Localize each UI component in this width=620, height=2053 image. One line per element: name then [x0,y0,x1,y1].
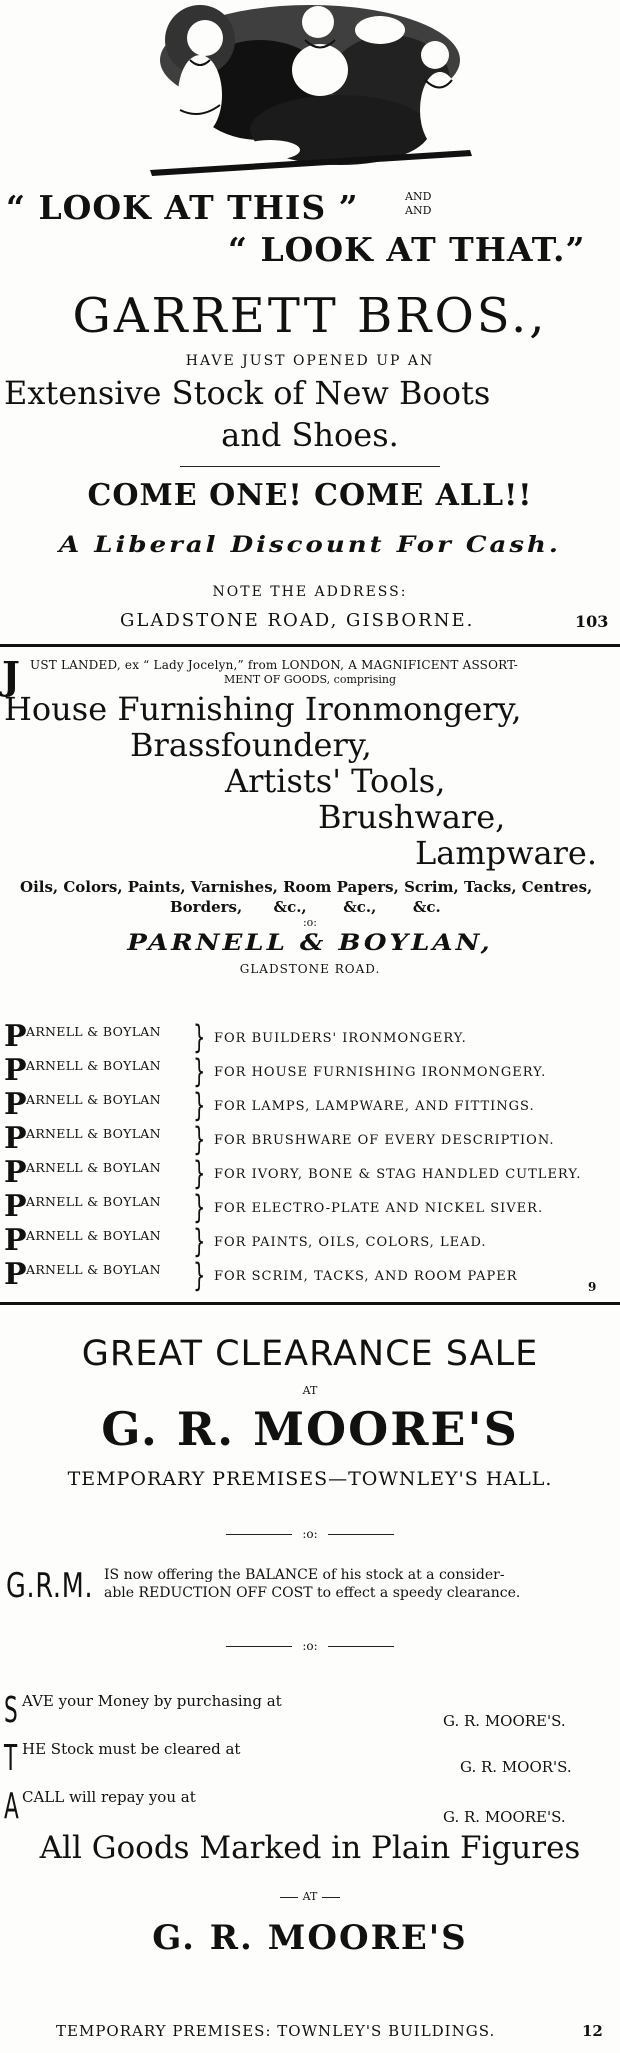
cherubs-illustration [140,0,480,180]
firm-name: ARNELL & BOYLAN [26,1024,161,1039]
stock-line-2: and Shoes. [221,416,399,454]
the-drop-cap: T [4,1738,18,1779]
divider [180,466,440,467]
goods-line-4: Brushware, [318,798,506,836]
at-label: AT [302,1890,318,1903]
item-description: FOR HOUSE FURNISHING IRONMONGERY. [214,1065,547,1080]
firm-name: GARRETT BROS., [72,288,548,344]
list-item [4,1190,604,1224]
goods-line-2: Brassfoundery, [130,726,372,764]
save-firm: G. R. MOORE'S. [443,1712,566,1730]
address: GLADSTONE ROAD, GISBORNE. [120,610,475,631]
headline-look-at-this: “ LOOK AT THIS ” [6,188,359,227]
goods-line-5: Lampware. [415,834,598,872]
intro-line-2: MENT OF GOODS, comprising [224,673,396,686]
reference-number: 12 [582,2022,603,2040]
drop-cap: P [4,1087,27,1122]
item-description: FOR LAMPS, LAMPWARE, AND FITTINGS. [214,1099,535,1114]
reference-number: 103 [575,612,609,631]
firm-name: ARNELL & BOYLAN [26,1092,161,1107]
sale-title: GREAT CLEARANCE SALE [81,1334,539,1374]
firm-name: ARNELL & BOYLAN [26,1262,161,1277]
the-text: HE Stock must be cleared at [22,1740,241,1758]
grm-text-1: IS now offering the BALANCE of his stock at a consider- [104,1567,505,1583]
drop-cap: P [4,1121,27,1156]
brace-glyph: } [193,1256,206,1294]
plain-figures-line: All Goods Marked in Plain Figures [39,1830,581,1866]
brace-glyph: } [193,1222,206,1260]
drop-cap: P [4,1053,27,1088]
brace-glyph: } [193,1188,206,1226]
and-label-1: AND [405,190,432,203]
divider-right [328,1646,394,1647]
firm-name: ARNELL & BOYLAN [26,1160,161,1175]
ornament-divider: :o: [302,1639,318,1653]
firm-name: ARNELL & BOYLAN [26,1058,161,1073]
at-label: AT [302,1384,318,1397]
list-item [4,1088,604,1122]
section-rule [0,644,620,647]
brace-glyph: } [193,1018,206,1056]
save-text: AVE your Money by purchasing at [22,1692,282,1710]
item-description: FOR SCRIM, TACKS, AND ROOM PAPER [214,1269,518,1284]
divider-right [328,1534,394,1535]
save-drop-cap: S [4,1690,18,1731]
brace-glyph: } [193,1154,206,1192]
firm-name: ARNELL & BOYLAN [26,1126,161,1141]
a-drop-cap: A [4,1786,19,1827]
firm-name: G. R. MOORE'S [101,1402,519,1456]
intro-drop-cap: J [2,653,20,698]
section-rule [0,1302,620,1305]
and-label-2: AND [405,204,432,217]
list-item [4,1054,604,1088]
stock-line-1: Extensive Stock of New Boots [4,374,491,412]
ornament-divider: :o: [302,916,318,929]
ornament-divider: :o: [302,1527,318,1541]
item-description: FOR PAINTS, OILS, COLORS, LEAD. [214,1235,487,1250]
item-description: FOR IVORY, BONE & STAG HANDLED CUTLERY. [214,1167,582,1182]
brace-glyph: } [193,1086,206,1124]
item-description: FOR BRUSHWARE OF EVERY DESCRIPTION. [214,1133,555,1148]
drop-cap: P [4,1257,27,1292]
item-description: FOR BUILDERS' IRONMONGERY. [214,1031,467,1046]
headline-look-at-that: “ LOOK AT THAT.” [228,230,586,269]
a-firm: G. R. MOORE'S. [443,1808,566,1826]
firm-name: ARNELL & BOYLAN [26,1228,161,1243]
list-item [4,1122,604,1156]
list-item [4,1224,604,1258]
drop-cap: P [4,1189,27,1224]
intro-line-1: UST LANDED, ex “ Lady Jocelyn,” from LONDON, A MAGNIFICENT ASSORT- [30,658,519,672]
drop-cap: P [4,1019,27,1054]
misc-goods-line-1: Oils, Colors, Paints, Varnishes, Room Papers, Scrim, Tacks, Centres, [20,878,593,896]
subline: HAVE JUST OPENED UP AN [185,353,435,369]
misc-goods-line-2: Borders, &c., &c., &c. [170,898,441,916]
come-one-come-all: COME ONE! COME ALL!! [87,478,533,513]
firm-name: PARNELL & BOYLAN, [127,930,493,956]
address-note: NOTE THE ADDRESS: [212,584,408,600]
firm-name: ARNELL & BOYLAN [26,1194,161,1209]
premises-line: TEMPORARY PREMISES—TOWNLEY'S HALL. [67,1468,553,1490]
grm-initials: G.R.M. [6,1566,94,1606]
goods-line-3: Artists' Tools, [225,762,446,800]
drop-cap: P [4,1155,27,1190]
divider-right [322,1897,340,1898]
list-item [4,1258,604,1292]
drop-cap: P [4,1223,27,1258]
list-item [4,1020,604,1054]
firm-address: GLADSTONE ROAD. [239,962,381,976]
reference-number: 9 [588,1280,597,1294]
a-text: CALL will repay you at [22,1788,196,1806]
list-item [4,1156,604,1190]
discount-line: A Liberal Discount For Cash. [59,532,561,558]
brace-glyph: } [193,1052,206,1090]
item-description: FOR ELECTRO-PLATE AND NICKEL SIVER. [214,1201,544,1216]
brace-glyph: } [193,1120,206,1158]
premises-line: TEMPORARY PREMISES: TOWNLEY'S BUILDINGS. [56,2022,496,2040]
grm-text-2: able REDUCTION OFF COST to effect a speedy clearance. [104,1585,521,1601]
goods-line-1: House Furnishing Ironmongery, [4,690,522,728]
firm-name: G. R. MOORE'S [152,1918,468,1958]
the-firm: G. R. MOOR'S. [460,1758,572,1776]
